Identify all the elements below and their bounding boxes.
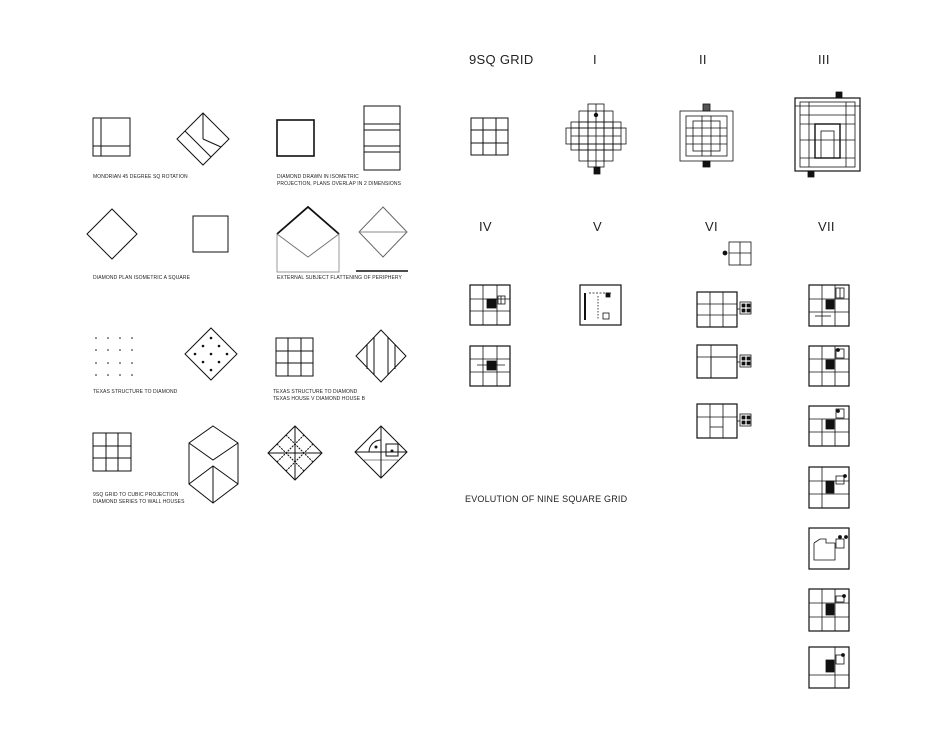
plan-iv-b bbox=[470, 346, 510, 386]
plan-vi-b bbox=[697, 345, 751, 378]
texas-house-grid bbox=[276, 338, 313, 376]
diamond-plan bbox=[87, 209, 137, 259]
nine-square-base bbox=[471, 118, 508, 155]
caption-diamond-iso-line1: DIAMOND DRAWN IN ISOMETRIC bbox=[277, 174, 359, 180]
cubic-projection bbox=[189, 426, 238, 503]
header-iv: IV bbox=[479, 219, 492, 234]
caption-diamond-plan: DIAMOND PLAN ISOMETRIC A SQUARE bbox=[93, 275, 191, 281]
plan-vii-2 bbox=[809, 346, 849, 386]
plan-vii-4 bbox=[809, 467, 849, 508]
plan-vii-3 bbox=[809, 406, 849, 446]
plan-vi-a bbox=[697, 292, 751, 327]
texas-dot-diamond bbox=[185, 328, 237, 380]
nine-square-grid bbox=[93, 433, 131, 471]
external-subject-envelope bbox=[277, 207, 339, 272]
plan-vi-c bbox=[697, 404, 751, 438]
plan-vii-7 bbox=[809, 647, 849, 688]
caption-diamond-iso-line2: PROJECTION, PLANS OVERLAP IN 2 DIMENSIONS bbox=[277, 181, 402, 187]
iso-square-2 bbox=[193, 216, 228, 252]
plan-iii bbox=[795, 92, 860, 177]
caption-texas-1: TEXAS STRUCTURE TO DIAMOND bbox=[93, 389, 178, 395]
caption-texas-2a: TEXAS STRUCTURE TO DIAMOND bbox=[273, 389, 358, 395]
header-i: I bbox=[593, 52, 597, 67]
caption-external-subject: EXTERNAL SUBJECT FLATTENING OF PERIPHERY bbox=[277, 275, 402, 281]
plan-vii-1 bbox=[809, 285, 849, 326]
diamond-house-striped bbox=[356, 330, 406, 382]
plan-vi-small bbox=[723, 242, 751, 265]
caption-nine-sq-line2: DIAMOND SERIES TO WALL HOUSES bbox=[93, 499, 185, 505]
mondrian-diamond bbox=[177, 113, 229, 165]
plan-v bbox=[580, 285, 621, 325]
plan-vii-5 bbox=[809, 528, 849, 569]
plan-vii-6 bbox=[809, 589, 849, 631]
plan-ii bbox=[680, 104, 733, 167]
external-subject-diamond bbox=[356, 207, 408, 271]
header-ii: II bbox=[699, 52, 707, 67]
texas-dot-grid bbox=[95, 337, 133, 376]
iso-square bbox=[277, 120, 314, 156]
evolution-title: EVOLUTION OF NINE SQUARE GRID bbox=[465, 494, 628, 504]
header-vi: VI bbox=[705, 219, 718, 234]
header-v: V bbox=[593, 219, 602, 234]
header-iii: III bbox=[818, 52, 830, 67]
caption-texas-2b: TEXAS HOUSE V DIAMOND HOUSE B bbox=[273, 396, 366, 402]
iso-tall-plan bbox=[364, 106, 400, 170]
caption-nine-sq-line1: 9SQ GRID TO CUBIC PROJECTION bbox=[93, 492, 179, 498]
diamond-grid bbox=[268, 426, 322, 480]
plan-i bbox=[566, 104, 626, 174]
header-vii: VII bbox=[818, 219, 835, 234]
plan-iv-a bbox=[470, 285, 510, 325]
caption-mondrian: MONDRIAN 45 DEGREE SQ ROTATION bbox=[93, 174, 188, 180]
wall-house-diamond bbox=[355, 426, 407, 478]
mondrian-square bbox=[93, 118, 130, 156]
header-9sq-grid: 9SQ GRID bbox=[469, 52, 534, 67]
